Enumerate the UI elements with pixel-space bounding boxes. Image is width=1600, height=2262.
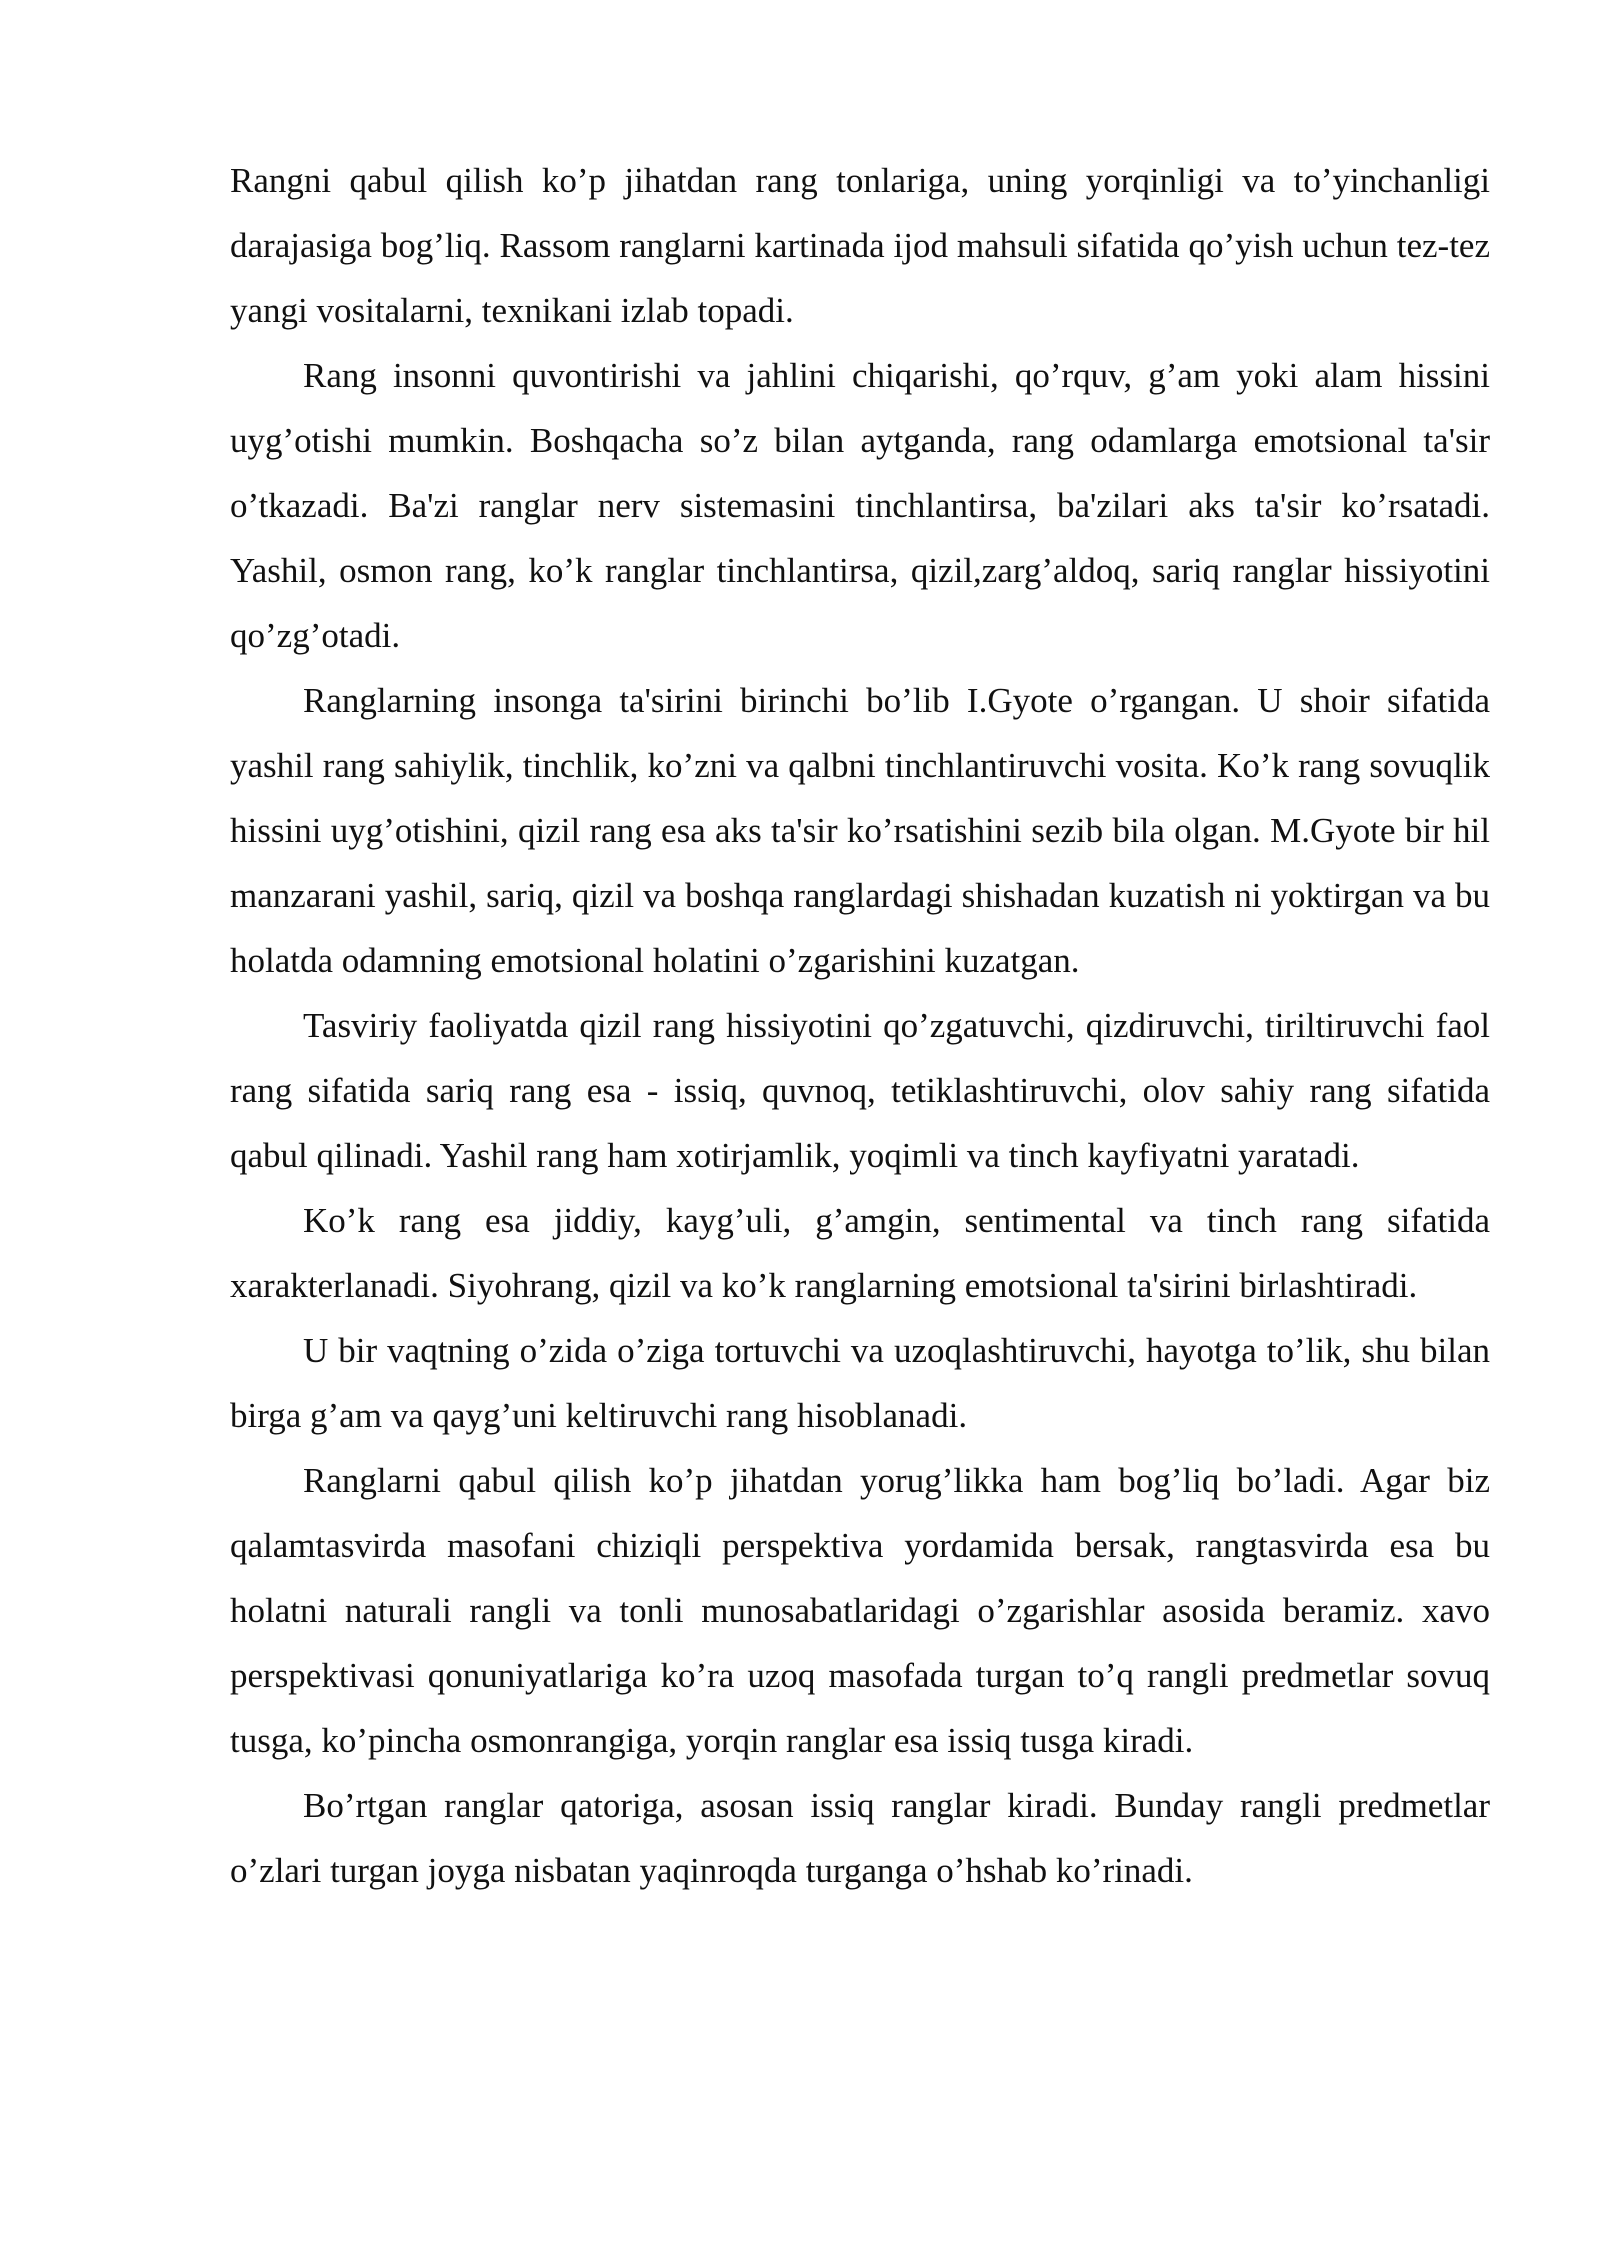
paragraph: Ranglarni qabul qilish ko’p jihatdan yorug’likka ham bog’liq bo’ladi. Agar biz qalamtasvirda masofani chiziqli perspektiva yordamida bersak, rangtasvirda esa bu holatni naturali rangli va tonli munosabatlaridagi o’zgarishlar asosida beramiz. xavo perspektivasi qonuniyatlariga ko’ra uzoq masofada turgan to’q rangli predmetlar sovuq tusga, ko’pincha osmonrangiga, yorqin ranglar esa issiq tusga kiradi. [230, 1461, 1490, 1760]
paragraph: Bo’rtgan ranglar qatoriga, asosan issiq ranglar kiradi. Bunday rangli predmetlar o’zlari turgan joyga nisbatan yaqinroqda turganga o’hshab ko’rinadi. [230, 1786, 1490, 1890]
paragraph: U bir vaqtning o’zida o’ziga tortuvchi va uzoqlashtiruvchi, hayotga to’lik, shu bilan birga g’am va qayg’uni keltiruvchi rang hisoblanadi. [230, 1331, 1490, 1435]
paragraph: Tasviriy faoliyatda qizil rang hissiyotini qo’zgatuvchi, qizdiruvchi, tiriltiruvchi faol rang sifatida sariq rang esa - issiq, quvnoq, tetiklashtiruvchi, olov sahiy rang sifatida qabul qilinadi. Yashil rang ham xotirjamlik, yoqimli va tinch kayfiyatni yaratadi. [230, 1006, 1490, 1175]
paragraph: Ranglarning insonga ta'sirini birinchi bo’lib I.Gyote o’rgangan. U shoir sifatida yashil rang sahiylik, tinchlik, ko’zni va qalbni tinchlantiruvchi vosita. Ko’k rang sovuqlik hissini uyg’otishini, qizil rang esa aks ta'sir ko’rsatishini sezib bila olgan. M.Gyote bir hil manzarani yashil, sariq, qizil va boshqa ranglardagi shishadan kuzatish ni yoktirgan va bu holatda odamning emotsional holatini o’zgarishini kuzatgan. [230, 681, 1490, 980]
document-page [230, 148, 1490, 1903]
paragraph: Ko’k rang esa jiddiy, kayg’uli, g’amgin, sentimental va tinch rang sifatida xarakterlanadi. Siyohrang, qizil va ko’k ranglarning emotsional ta'sirini birlashtiradi. [230, 1201, 1490, 1305]
paragraph: Rang insonni quvontirishi va jahlini chiqarishi, qo’rquv, g’am yoki alam hissini uyg’otishi mumkin. Boshqacha so’z bilan aytganda, rang odamlarga emotsional ta'sir o’tkazadi. Ba'zi ranglar nerv sistemasini tinchlantirsa, ba'zilari aks ta'sir ko’rsatadi. Yashil, osmon rang, ko’k ranglar tinchlantirsa, qizil,zarg’aldoq, sariq ranglar hissiyotini qo’zg’otadi. [230, 356, 1490, 655]
paragraph: Rangni qabul qilish ko’p jihatdan rang tonlariga, uning yorqinligi va to’yinchanligi darajasiga bog’liq. Rassom ranglarni kartinada ijod mahsuli sifatida qo’yish uchun tez-tez yangi vositalarni, texnikani izlab topadi. [230, 161, 1490, 330]
